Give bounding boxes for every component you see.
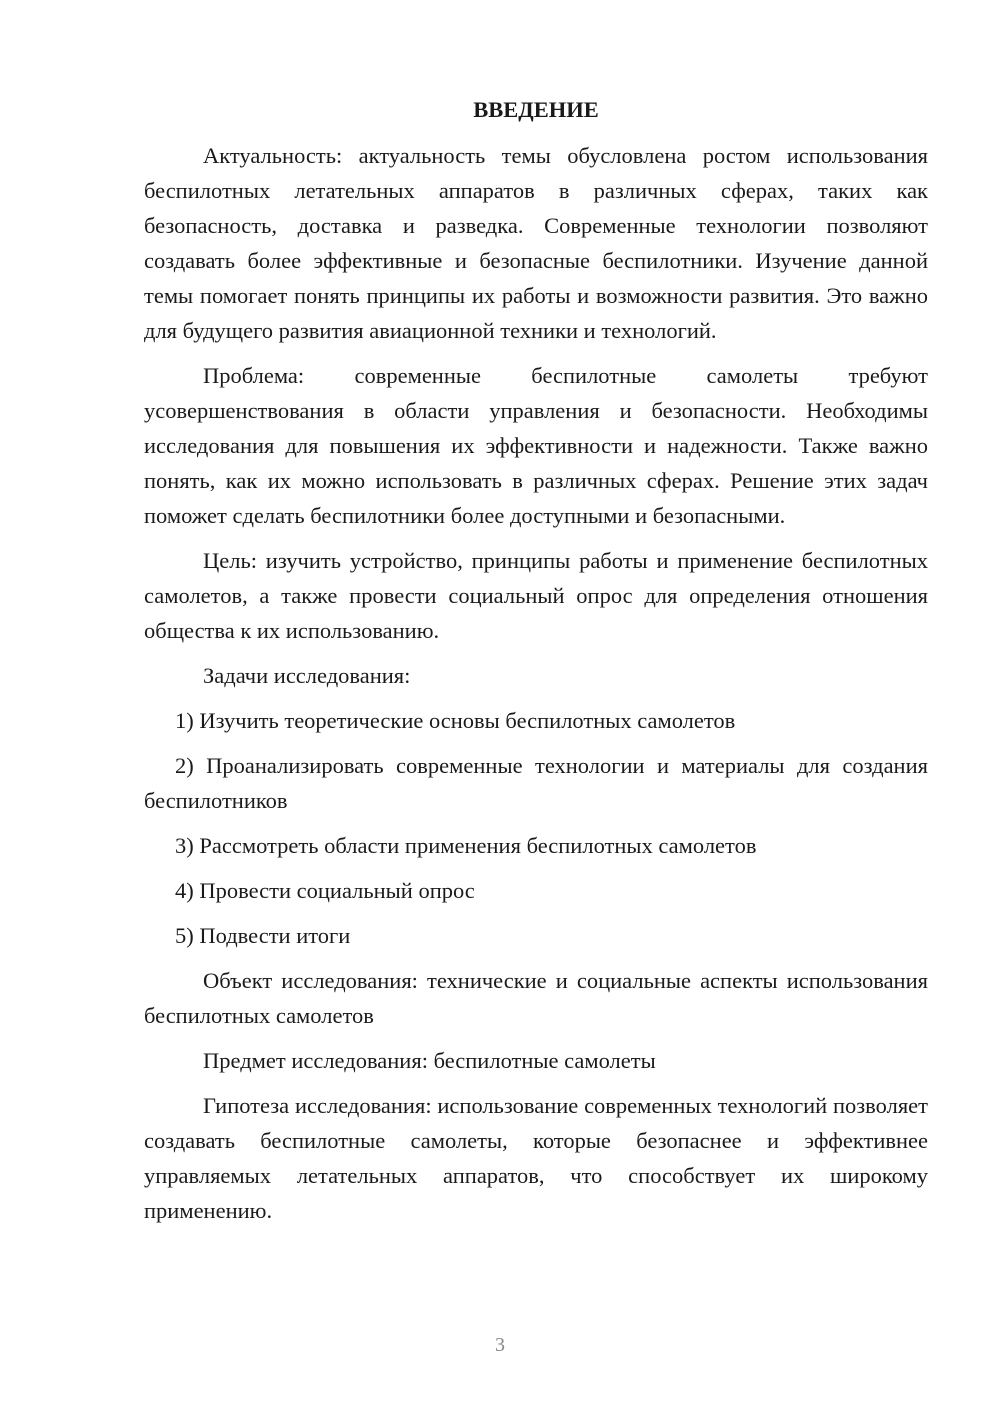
relevance-paragraph: Актуальность: актуальность темы обусловлена ростом использования беспилотных летательных аппаратов в различных сферах, таких как безопасность, доставка и разведка. Современные технологии позволяют создавать более эффективные и безопасные беспилотники. Изучение данной темы помогает понять принципы их работы и возможности развития. Это важно для будущего развития авиационной техники и технологий. — [144, 143, 928, 343]
goal-paragraph: Цель: изучить устройство, принципы работы и применение беспилотных самолетов, а также провести социальный опрос для определения отношения общества к их использованию. — [144, 548, 928, 643]
subject-paragraph: Предмет исследования: беспилотные самолеты — [203, 1048, 656, 1073]
task-item-5: 5) Подвести итоги — [175, 923, 351, 948]
section-title: ВВЕДЕНИЕ — [473, 97, 599, 122]
hypothesis-paragraph: Гипотеза исследования: использование современных технологий позволяет создавать беспилотные самолеты, которые безопаснее и эффективнее управляемых летательных аппаратов, что способствует их широкому применению. — [144, 1093, 928, 1223]
problem-paragraph: Проблема: современные беспилотные самолеты требуют усовершенствования в области управления и безопасности. Необходимы исследования для повышения их эффективности и надежности. Также важно понять, как их можно использовать в различных сферах. Решение этих задач поможет сделать беспилотники более доступными и безопасными. — [144, 363, 928, 528]
task-item-3: 3) Рассмотреть области применения беспилотных самолетов — [175, 833, 757, 858]
task-item-2: 2) Проанализировать современные технологии и материалы для создания беспилотников — [144, 753, 928, 813]
page-content — [144, 92, 928, 1238]
task-item-1: 1) Изучить теоретические основы беспилотных самолетов — [175, 708, 736, 733]
tasks-heading: Задачи исследования: — [203, 663, 411, 688]
page-number: 3 — [495, 1334, 505, 1356]
tasks-list — [144, 703, 928, 953]
task-item-4: 4) Провести социальный опрос — [175, 878, 475, 903]
object-paragraph: Объект исследования: технические и социальные аспекты использования беспилотных самолетов — [144, 968, 928, 1028]
